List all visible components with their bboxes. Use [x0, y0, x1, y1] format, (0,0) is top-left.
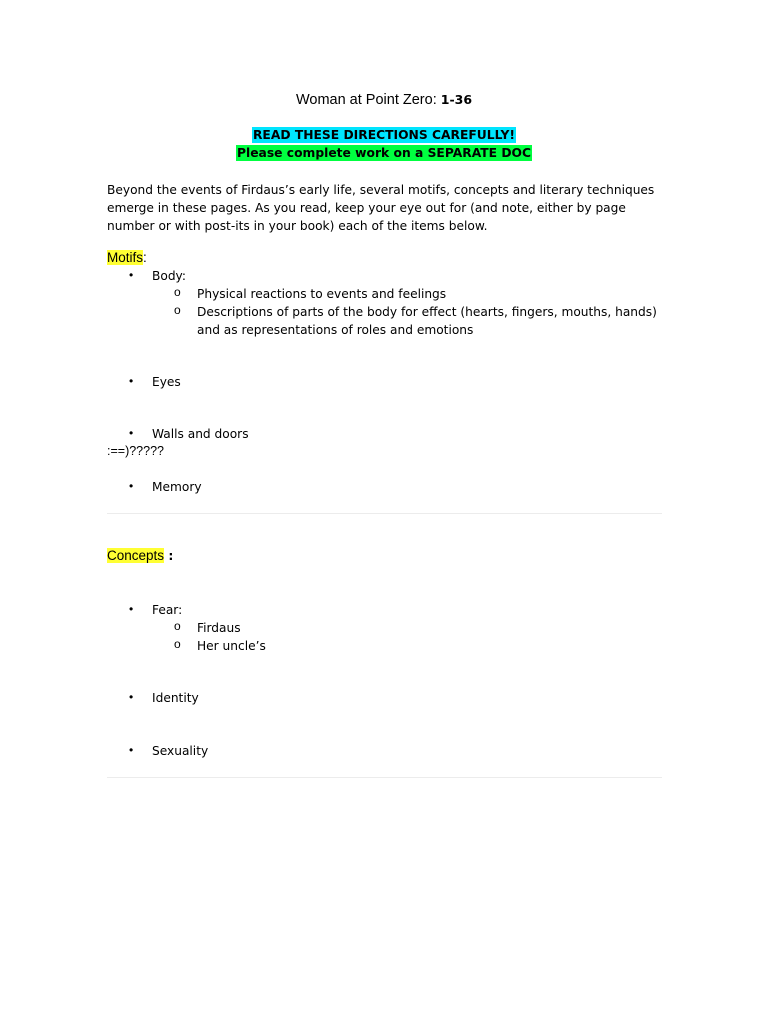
section-divider	[107, 777, 662, 778]
sub-item-firdaus: Firdaus	[197, 621, 241, 635]
concepts-heading-label: Concepts	[107, 548, 165, 563]
intro-paragraph: Beyond the events of Firdaus’s early life, several motifs, concepts and literary techniques emerge in these pages. As you read, keep your eye out for (and note, either by page number or with post-its in your book) each of the items below.	[107, 183, 655, 233]
sub-item-body-parts: Descriptions of parts of the body for effect (hearts, fingers, mouths, hands) and as representations of roles and emotions	[197, 305, 657, 337]
bullet-icon: •	[129, 690, 134, 704]
sub-bullet-icon: o	[174, 637, 181, 651]
concepts-heading	[107, 548, 173, 563]
list-item-memory: Memory	[152, 480, 202, 494]
directions-line-2	[0, 146, 768, 160]
concepts-heading-colon: :	[164, 548, 174, 563]
sub-item-physical-reactions: Physical reactions to events and feelings	[197, 287, 447, 301]
bullet-icon: •	[129, 268, 134, 282]
title-text: Woman at Point Zero:	[295, 92, 437, 108]
bullet-icon: •	[129, 602, 134, 616]
section-divider	[107, 513, 662, 514]
motifs-heading	[107, 250, 147, 265]
stray-text: :==)?????	[107, 444, 164, 458]
sub-bullet-icon: o	[174, 303, 181, 317]
directions-text-2: Please complete work on a SEPARATE DOC	[236, 146, 532, 160]
bullet-icon: •	[129, 374, 134, 388]
sub-bullet-icon: o	[174, 619, 181, 633]
title-page-range: 1-36	[440, 92, 473, 107]
sub-item-her-uncles: Her uncle’s	[197, 639, 266, 653]
list-item-eyes: Eyes	[152, 375, 181, 389]
motifs-heading-label: Motifs	[107, 250, 144, 265]
list-item-fear: Fear:	[152, 603, 183, 617]
bullet-icon: •	[129, 743, 134, 757]
list-item-body: Body:	[152, 269, 186, 283]
document-title	[0, 92, 768, 108]
directions-line-1	[0, 128, 768, 142]
directions-text-1: READ THESE DIRECTIONS CAREFULLY!	[252, 128, 516, 142]
bullet-icon: •	[129, 479, 134, 493]
list-item-walls-doors: Walls and doors	[152, 427, 249, 441]
list-item-sexuality: Sexuality	[152, 744, 209, 758]
list-item-identity: Identity	[152, 691, 199, 705]
sub-bullet-icon: o	[174, 285, 181, 299]
bullet-icon: •	[129, 426, 134, 440]
motifs-heading-colon: :	[143, 250, 147, 265]
